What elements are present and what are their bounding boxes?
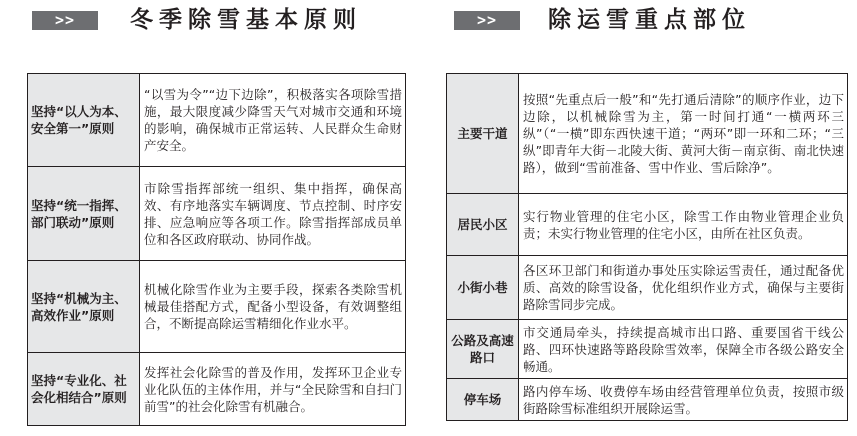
- table-row: [28, 261, 406, 353]
- row-label: 公路及高速路口: [447, 320, 519, 379]
- row-label: 坚持“以人为本、安全第一”原则: [28, 74, 140, 167]
- row-label: 主要干道: [447, 74, 519, 194]
- right-panel: [446, 0, 857, 416]
- section-arrow-badge: >>: [32, 11, 98, 30]
- row-label: 小街小巷: [447, 256, 519, 320]
- row-text: 发挥社会化除雪的普及作用，发挥环卫企业专业化队伍的主体作用，并与“全民除雪和自扫门前雪”的社会化除雪有机融合。: [140, 353, 406, 426]
- left-section-title: 冬季除雪基本原则: [130, 6, 362, 33]
- principles-table: [27, 73, 406, 426]
- row-label: 坚持“专业化、社会化相结合”原则: [28, 353, 140, 426]
- row-label: 停车场: [447, 379, 519, 421]
- table-row: [447, 379, 848, 421]
- table-row: [28, 167, 406, 261]
- table-row: [28, 353, 406, 426]
- row-text: “以雪为令”“边下边除”，积极落实各项除雪措施，最大限度减少降雪天气对城市交通和环境的影响，确保城市正常运转、人民群众生命财产安全。: [140, 74, 406, 167]
- left-panel: [0, 0, 418, 414]
- row-text: 按照“先重点后一般”和“先打通后清除”的顺序作业，边下边除，以机械除雪为主，第一时间打通“一横两环三纵”（“一横”即东西快速干道；“两环”即一环和二环；“三纵”即青年大街－北陵大街、黄河大街－南京街、南北快速路），做到“雪前准备、雪中作业、雪后除净”。: [519, 74, 848, 194]
- table-row: [447, 256, 848, 320]
- table-row: [28, 74, 406, 167]
- section-arrow-badge: >>: [454, 11, 520, 30]
- row-label: 居民小区: [447, 194, 519, 256]
- row-label: 坚持“机械为主、高效作业”原则: [28, 261, 140, 353]
- row-label: 坚持“统一指挥、部门联动”原则: [28, 167, 140, 261]
- key-areas-table: [446, 73, 848, 421]
- table-row: [447, 320, 848, 379]
- row-text: 实行物业管理的住宅小区，除雪工作由物业管理企业负责；未实行物业管理的住宅小区，由所在社区负责。: [519, 194, 848, 256]
- right-section-title: 除运雪重点部位: [548, 6, 751, 33]
- right-header: [446, 0, 857, 40]
- row-text: 机械化除雪作业为主要手段，探索各类除雪机械最佳搭配方式，配备小型设备，有效调整组合，不断提高除运雪精细化作业水平。: [140, 261, 406, 353]
- row-text: 市交通局牵头，持续提高城市出口路、重要国省干线公路、四环快速路等路段除雪效率，保障全市各级公路安全畅通。: [519, 320, 848, 379]
- table-row: [447, 74, 848, 194]
- row-text: 市除雪指挥部统一组织、集中指挥，确保高效、有序地落实车辆调度、节点控制、时序安排、应急响应等各项工作。除雪指挥部成员单位和各区政府联动、协同作战。: [140, 167, 406, 261]
- table-row: [447, 194, 848, 256]
- row-text: 各区环卫部门和街道办事处压实除运雪责任，通过配备优质、高效的除雪设备，优化组织作业方式，确保与主要街路除雪同步完成。: [519, 256, 848, 320]
- left-header: [0, 0, 418, 40]
- row-text: 路内停车场、收费停车场由经营管理单位负责，按照市级街路除雪标准组织开展除运雪。: [519, 379, 848, 421]
